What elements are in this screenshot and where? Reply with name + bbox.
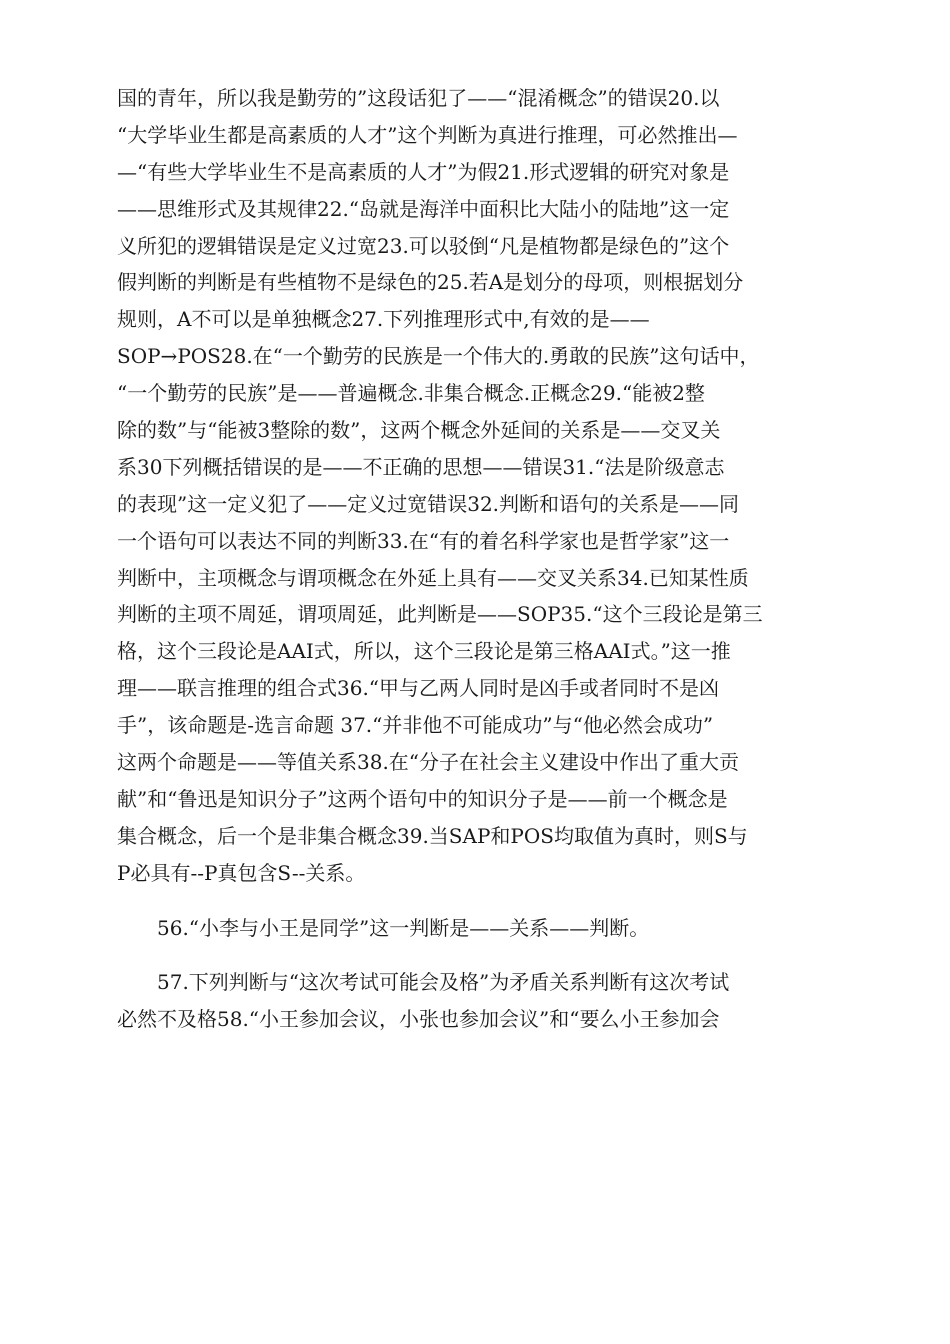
text-line: SOP→POS28.在“一个勤劳的民族是一个伟大的.勇敢的民族”这句话中， [117,344,760,369]
paragraph-spacer [117,892,837,910]
text-line: “大学毕业生都是高素质的人才”这个判断为真进行推理，可必然推出— [117,122,738,147]
paragraph [117,80,837,892]
paragraph [117,910,837,947]
text-line: 的表现”这一定义犯了——定义过宽错误32.判断和语句的关系是——同 [117,491,740,516]
text-line: “一个勤劳的民族”是——普遍概念.非集合概念.正概念29.“能被2整 [117,381,705,406]
text-line: 国的青年，所以我是勤劳的”这段话犯了——“混淆概念”的错误20.以 [117,86,720,110]
text-line: 规则，A不可以是单独概念27.下列推理形式中,有效的是—— [117,307,650,332]
text-line: —“有些大学毕业生不是高素质的人才”为假21.形式逻辑的研究对象是 [117,159,730,184]
text-line: 56.“小李与小王是同学”这一判断是——关系——判断。 [157,915,650,940]
text-line: 义所犯的逻辑错误是定义过宽23.可以驳倒“凡是植物都是绿色的”这个 [117,233,730,258]
text-line: 必然不及格58.“小王参加会议，小张也参加会议”和“要么小王参加会 [117,1007,720,1032]
text-line: 假判断的判断是有些植物不是绿色的25.若A是划分的母项，则根据划分 [117,270,744,295]
document-body [117,80,837,1038]
text-line: 手”，该命题是-选言命题 37.“并非他不可能成功”与“他必然会成功” [117,713,714,738]
paragraph [117,964,837,1038]
text-line: P必具有--P真包含S--关系。 [117,860,366,885]
text-line: 这两个命题是——等值关系38.在“分子在社会主义建设中作出了重大贡 [117,750,740,775]
text-line: 理——联言推理的组合式36.“甲与乙两人同时是凶手或者同时不是凶 [117,676,720,701]
text-line: 集合概念，后一个是非集合概念39.当SAP和POS均取值为真时，则S与 [117,823,748,848]
paragraph-spacer [117,946,837,964]
text-line: ——思维形式及其规律22.“岛就是海洋中面积比大陆小的陆地”这一定 [117,196,730,221]
text-line: 格，这个三段论是AAI式，所以，这个三段论是第三格AAI式。”这一推 [117,639,731,664]
text-line: 献”和“鲁迅是知识分子”这两个语句中的知识分子是——前一个概念是 [117,786,728,811]
text-line: 除的数”与“能被3整除的数”，这两个概念外延间的关系是——交叉关 [117,418,721,443]
text-line: 判断的主项不周延，谓项周延，此判断是——SOP35.“这个三段论是第三 [117,602,763,627]
text-line: 57.下列判断与“这次考试可能会及格”为矛盾关系判断有这次考试 [157,970,730,995]
text-line: 一个语句可以表达不同的判断33.在“有的着名科学家也是哲学家”这一 [117,528,730,553]
text-line: 判断中，主项概念与谓项概念在外延上具有——交叉关系34.已知某性质 [117,565,749,590]
text-line: 系30下列概括错误的是——不正确的思想——错误31.“法是阶级意志 [117,454,725,479]
